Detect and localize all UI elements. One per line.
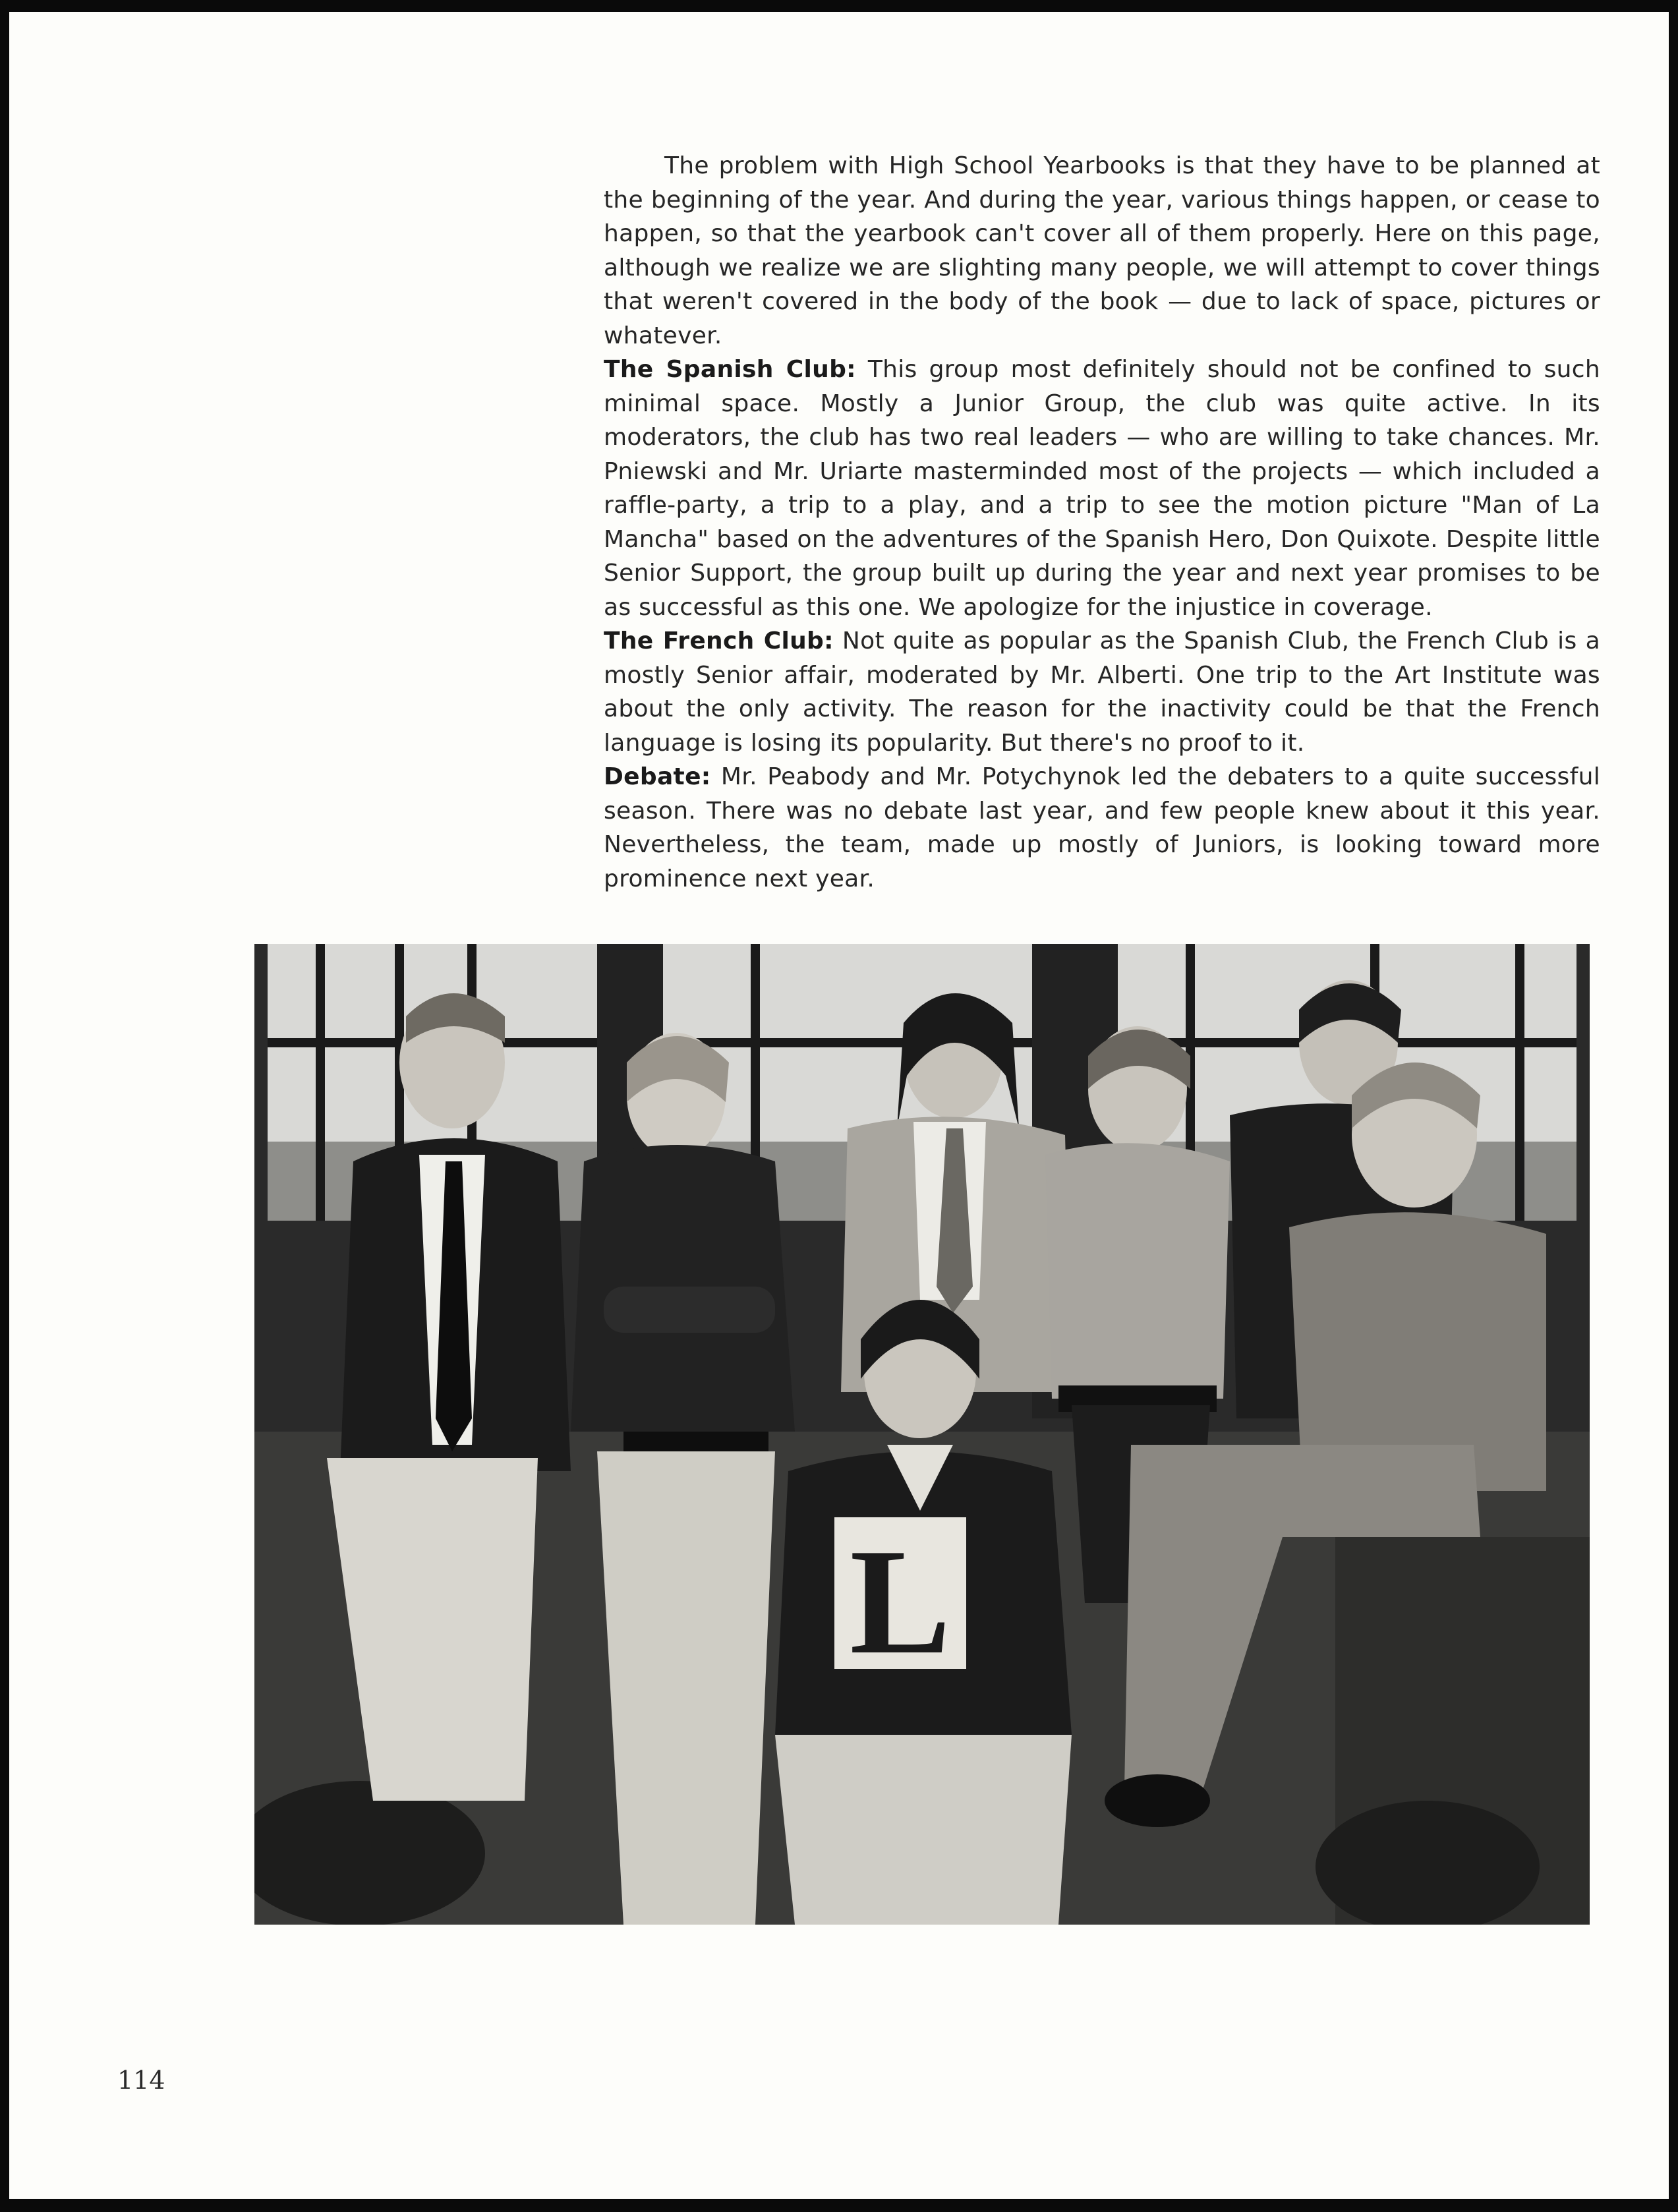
- article-text: [604, 149, 1600, 896]
- french-club-paragraph: [604, 624, 1600, 760]
- debate-heading: Debate:: [604, 763, 711, 790]
- group-photo: [254, 944, 1590, 1925]
- page-number: 114: [117, 2066, 165, 2095]
- spanish-club-heading: The Spanish Club:: [604, 356, 856, 383]
- debate-text: Mr. Peabody and Mr. Potychynok led the debaters to a quite successful season. There was no debate last year, and few people knew about it this year. Nevertheless, the team, made up mostly of Juniors, is looking toward more prominence next year.: [604, 763, 1600, 892]
- yearbook-page: [9, 12, 1669, 2199]
- french-club-heading: The French Club:: [604, 627, 834, 655]
- spanish-club-text: This group most definitely should not be confined to such minimal space. Mostly a Junior Group, the club was quite active. In its moderators, the club has two real leaders — who are willing to take chances. Mr. Pniewski and Mr. Uriarte masterminded most of the projects — which included a raffle-party, a trip to a play, and a trip to see the motion picture "Man of La Mancha" based on the adventures of the Spanish Hero, Don Quixote. Despite little Senior Support, the group built up during the year and next year promises to be as successful as this one. We apologize for the injustice in coverage.: [604, 356, 1600, 621]
- intro-paragraph: The problem with High School Yearbooks is that they have to be planned at the beginning of the year. And during the year, various things happen, or cease to happen, so that the yearbook can't cover all of them properly. Here on this page, although we realize we are slighting many people, we will attempt to cover things that weren't covered in the body of the book — due to lack of space, pictures or whatever.: [604, 152, 1600, 349]
- sweater-letter: L: [850, 1517, 951, 1685]
- french-club-text: Not quite as popular as the Spanish Club, the French Club is a mostly Senior affair, moderated by Mr. Alberti. One trip to the Art Institute was about the only activity. The reason for the inactivity could be that the French language is losing its popularity. But there's no proof to it.: [604, 627, 1600, 757]
- group-photo-illustration: [254, 944, 1590, 1925]
- spanish-club-paragraph: [604, 353, 1600, 624]
- debate-paragraph: [604, 760, 1600, 896]
